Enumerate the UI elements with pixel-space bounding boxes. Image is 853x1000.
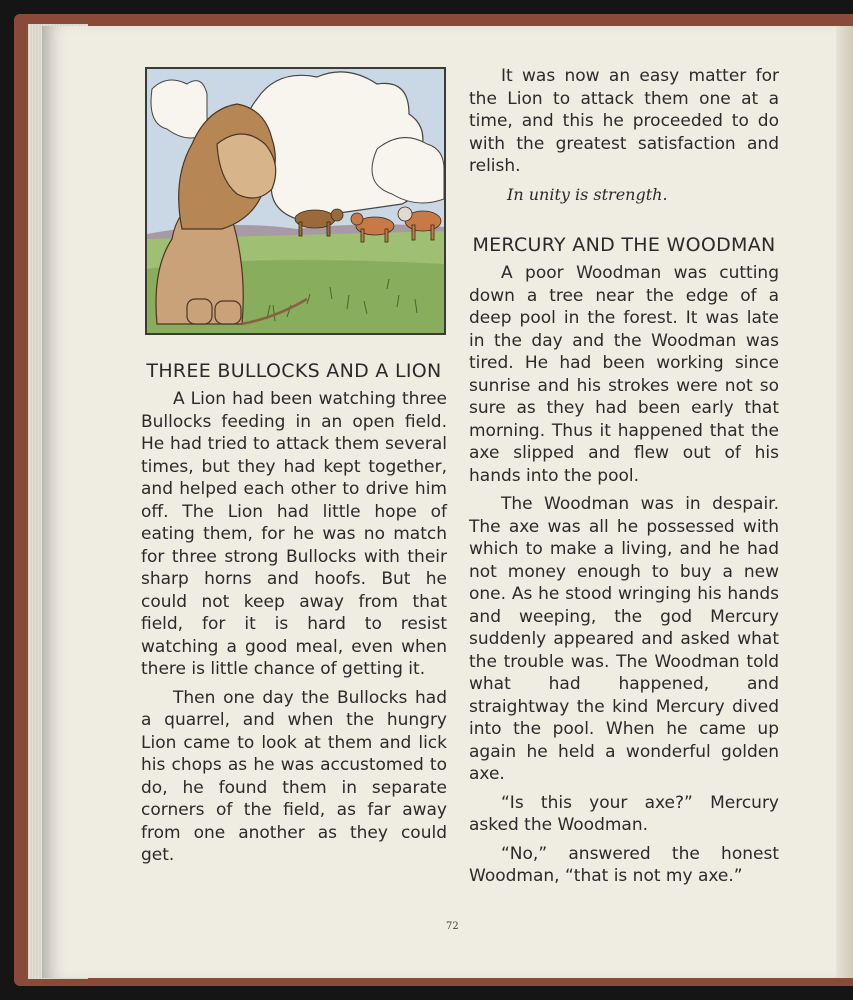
story-moral: In unity is strength.	[507, 184, 668, 204]
page-number: 72	[446, 921, 459, 932]
story-paragraph: A Lion had been watching three Bullocks feeding in an open field. He had tried to attack them several times, but they had kept together, and helped each other to drive him off. The Lion had little hope of eating them, for he was no match for three strong Bullocks with their sharp horns and hoofs. But he could not keep away from that field, for it is hard to resist watching a good meal, even when there is little chance of getting it.	[141, 389, 447, 679]
story-paragraph: The Woodman was in despair. The axe was all he possessed with which to make a living, and he had not money enough to buy a new one. As he stood wringing his hands and weeping, the god Mercury suddenly appeared and asked what the trouble was. The Woodman told what had happened, and straightway the kind Mercury dived into the pool. When he came up again he held a wonderful golden axe.	[469, 494, 779, 784]
left-column	[141, 360, 447, 873]
story-title-mercury-woodman: MERCURY AND THE WOODMAN	[472, 234, 776, 256]
story-paragraph: Then one day the Bullocks had a quarrel, and when the hungry Lion came to look at them and lick his chops as he was accustomed to do, he found them in separate corners of the field, as far away from one another as they could get.	[141, 687, 447, 865]
story-continuation: It was now an easy matter for the Lion to attack them one at a time, and this he proceeded to do with the greatest satisfaction and relish.	[469, 66, 779, 176]
page-right-edge	[836, 26, 853, 978]
story-paragraph: “Is this your axe?” Mercury asked the Woodman.	[469, 792, 779, 835]
story-title-three-bullocks: THREE BULLOCKS AND A LION	[146, 360, 442, 382]
lion-and-bullocks-illustration	[145, 67, 446, 335]
right-column	[469, 65, 779, 894]
story-paragraph: A poor Woodman was cutting down a tree near the edge of a deep pool in the forest. It was late in the day and the Woodman was tired. He had been working since sunrise and his strokes were not so sure as they had been early that morning. Thus it happened that the axe slipped and flew out of his hands into the pool.	[469, 263, 779, 486]
story-paragraph: “No,” answered the honest Woodman, “that is not my axe.”	[469, 843, 779, 886]
